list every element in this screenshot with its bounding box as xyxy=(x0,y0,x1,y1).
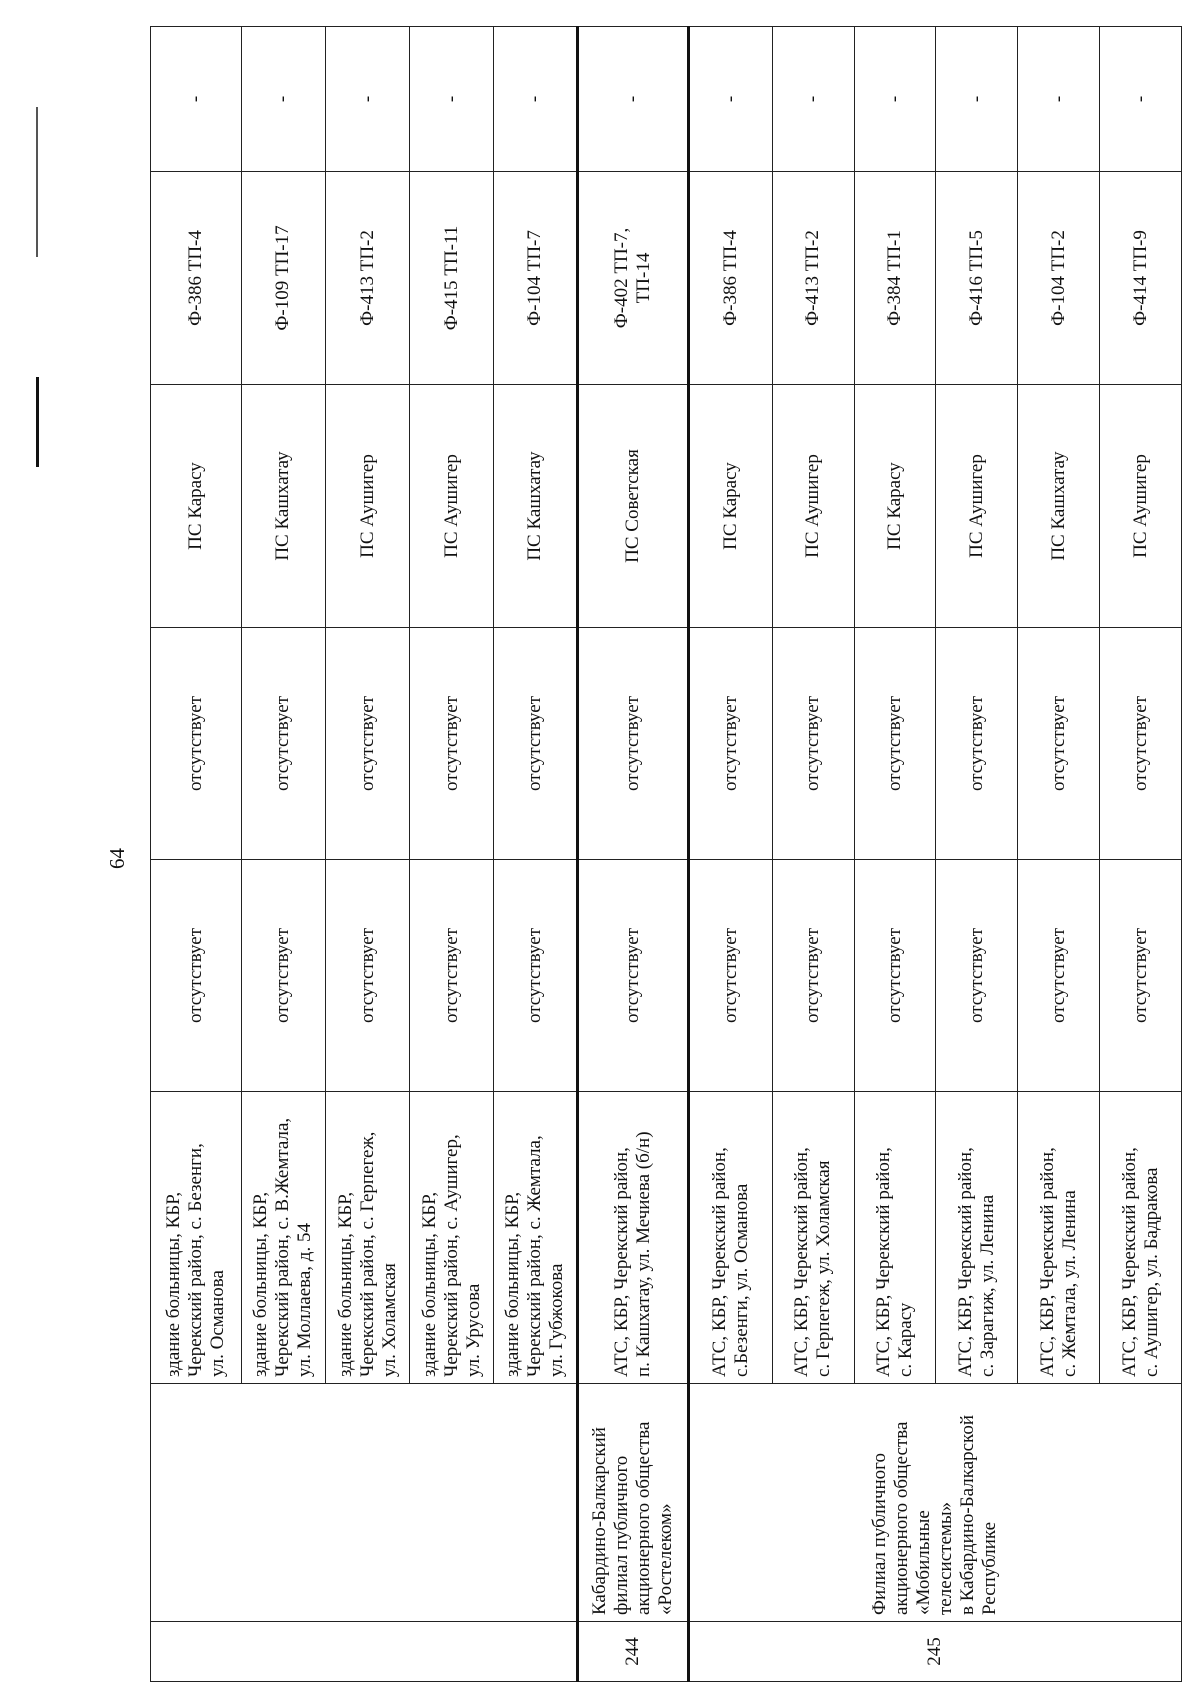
substation-cell: ПС Кашхатау xyxy=(494,385,578,628)
note-cell: - xyxy=(688,27,772,172)
address-cell: здание больницы, КБР, Черекский район, с. Безенги, ул. Османова xyxy=(151,1092,242,1384)
note-cell: - xyxy=(494,27,578,172)
feeder-cell: Ф-386 ТП-4 xyxy=(151,172,242,385)
address-cell: АТС, КБР, Черекский район, с. Жемтала, ул. Ленина xyxy=(1018,1092,1100,1384)
substation-cell: ПС Кашхатау xyxy=(1018,385,1100,628)
autonomous-source-cell: отсутствует xyxy=(1100,628,1182,860)
organization-cell: Кабардино-Балкарский филиал публичного акционерного общества «Ростелеком» xyxy=(578,1384,688,1622)
address-cell: АТС, КБР, Черекский район, с. Карасу xyxy=(854,1092,936,1384)
note-cell: - xyxy=(1100,27,1182,172)
reserve-source-cell: отсутствует xyxy=(410,860,494,1092)
table-row xyxy=(578,27,688,1682)
substation-cell: ПС Аушигер xyxy=(1100,385,1182,628)
feeder-cell: Ф-109 ТП-17 xyxy=(241,172,325,385)
reserve-source-cell: отсутствует xyxy=(1100,860,1182,1092)
address-cell: АТС, КБР, Черекский район, с. Зарагиж, ул. Ленина xyxy=(936,1092,1018,1384)
autonomous-source-cell: отсутствует xyxy=(854,628,936,860)
reserve-source-cell: отсутствует xyxy=(1018,860,1100,1092)
substation-cell: ПС Аушигер xyxy=(772,385,854,628)
reserve-source-cell: отсутствует xyxy=(151,860,242,1092)
note-cell: - xyxy=(578,27,688,172)
reserve-source-cell: отсутствует xyxy=(854,860,936,1092)
feeder-cell: Ф-104 ТП-7 xyxy=(494,172,578,385)
reserve-source-cell: отсутствует xyxy=(494,860,578,1092)
reserve-source-cell: отсутствует xyxy=(772,860,854,1092)
note-cell: - xyxy=(854,27,936,172)
feeder-cell: Ф-413 ТП-2 xyxy=(326,172,410,385)
address-cell: здание больницы, КБР, Черекский район, с. В.Жемтала, ул. Моллаева, д. 54 xyxy=(241,1092,325,1384)
scan-mark-line xyxy=(36,377,39,467)
note-cell: - xyxy=(1018,27,1100,172)
substation-cell: ПС Аушигер xyxy=(410,385,494,628)
reserve-source-cell: отсутствует xyxy=(688,860,772,1092)
address-cell: здание больницы, КБР, Черекский район, с. Аушигер, ул. Урусова xyxy=(410,1092,494,1384)
autonomous-source-cell: отсутствует xyxy=(494,628,578,860)
row-number-cell: 244 xyxy=(578,1622,688,1682)
autonomous-source-cell: отсутствует xyxy=(936,628,1018,860)
autonomous-source-cell: отсутствует xyxy=(151,628,242,860)
address-cell: АТС, КБР, Черекский район, с. Аушигер, ул. Бадракова xyxy=(1100,1092,1182,1384)
row-number-cell xyxy=(151,1622,578,1682)
row-number-cell: 245 xyxy=(688,1622,1181,1682)
feeder-cell: Ф-384 ТП-1 xyxy=(854,172,936,385)
note-cell: - xyxy=(151,27,242,172)
table-row xyxy=(151,27,242,1682)
data-table xyxy=(150,26,1182,1682)
organization-cell: Филиал публичного акционерного общества «Мобильные телесистемы» в Кабардино-Балкарской Республике xyxy=(688,1384,1181,1622)
feeder-cell: Ф-415 ТП-11 xyxy=(410,172,494,385)
autonomous-source-cell: отсутствует xyxy=(688,628,772,860)
organization-cell xyxy=(151,1384,578,1622)
feeder-cell: Ф-402 ТП-7, ТП-14 xyxy=(578,172,688,385)
autonomous-source-cell: отсутствует xyxy=(241,628,325,860)
note-cell: - xyxy=(410,27,494,172)
substation-cell: ПС Кашхатау xyxy=(241,385,325,628)
reserve-source-cell: отсутствует xyxy=(326,860,410,1092)
address-cell: здание больницы, КБР, Черекский район, с. Герпегеж, ул. Холамская xyxy=(326,1092,410,1384)
reserve-source-cell: отсутствует xyxy=(241,860,325,1092)
substation-cell: ПС Карасу xyxy=(151,385,242,628)
substation-cell: ПС Советская xyxy=(578,385,688,628)
feeder-cell: Ф-413 ТП-2 xyxy=(772,172,854,385)
reserve-source-cell: отсутствует xyxy=(936,860,1018,1092)
substation-cell: ПС Карасу xyxy=(688,385,772,628)
substation-cell: ПС Аушигер xyxy=(936,385,1018,628)
feeder-cell: Ф-104 ТП-2 xyxy=(1018,172,1100,385)
autonomous-source-cell: отсутствует xyxy=(772,628,854,860)
address-cell: АТС, КБР, Черекский район, с.Безенги, ул. Османова xyxy=(688,1092,772,1384)
note-cell: - xyxy=(772,27,854,172)
note-cell: - xyxy=(326,27,410,172)
address-cell: АТС, КБР, Черекский район, п. Кашхатау, ул. Мечиева (б/н) xyxy=(578,1092,688,1384)
page-number: 64 xyxy=(105,848,129,869)
address-cell: здание больницы, КБР, Черекский район, с. Жемтала, ул. Губжокова xyxy=(494,1092,578,1384)
feeder-cell: Ф-414 ТП-9 xyxy=(1100,172,1182,385)
feeder-cell: Ф-416 ТП-5 xyxy=(936,172,1018,385)
substation-cell: ПС Карасу xyxy=(854,385,936,628)
autonomous-source-cell: отсутствует xyxy=(410,628,494,860)
autonomous-source-cell: отсутствует xyxy=(578,628,688,860)
note-cell: - xyxy=(936,27,1018,172)
feeder-cell: Ф-386 ТП-4 xyxy=(688,172,772,385)
reserve-source-cell: отсутствует xyxy=(578,860,688,1092)
autonomous-source-cell: отсутствует xyxy=(326,628,410,860)
substation-cell: ПС Аушигер xyxy=(326,385,410,628)
autonomous-source-cell: отсутствует xyxy=(1018,628,1100,860)
note-cell: - xyxy=(241,27,325,172)
address-cell: АТС, КБР, Черекский район, с. Герпегеж, ул. Холамская xyxy=(772,1092,854,1384)
scan-mark-line xyxy=(36,107,38,257)
table-row xyxy=(688,27,772,1682)
